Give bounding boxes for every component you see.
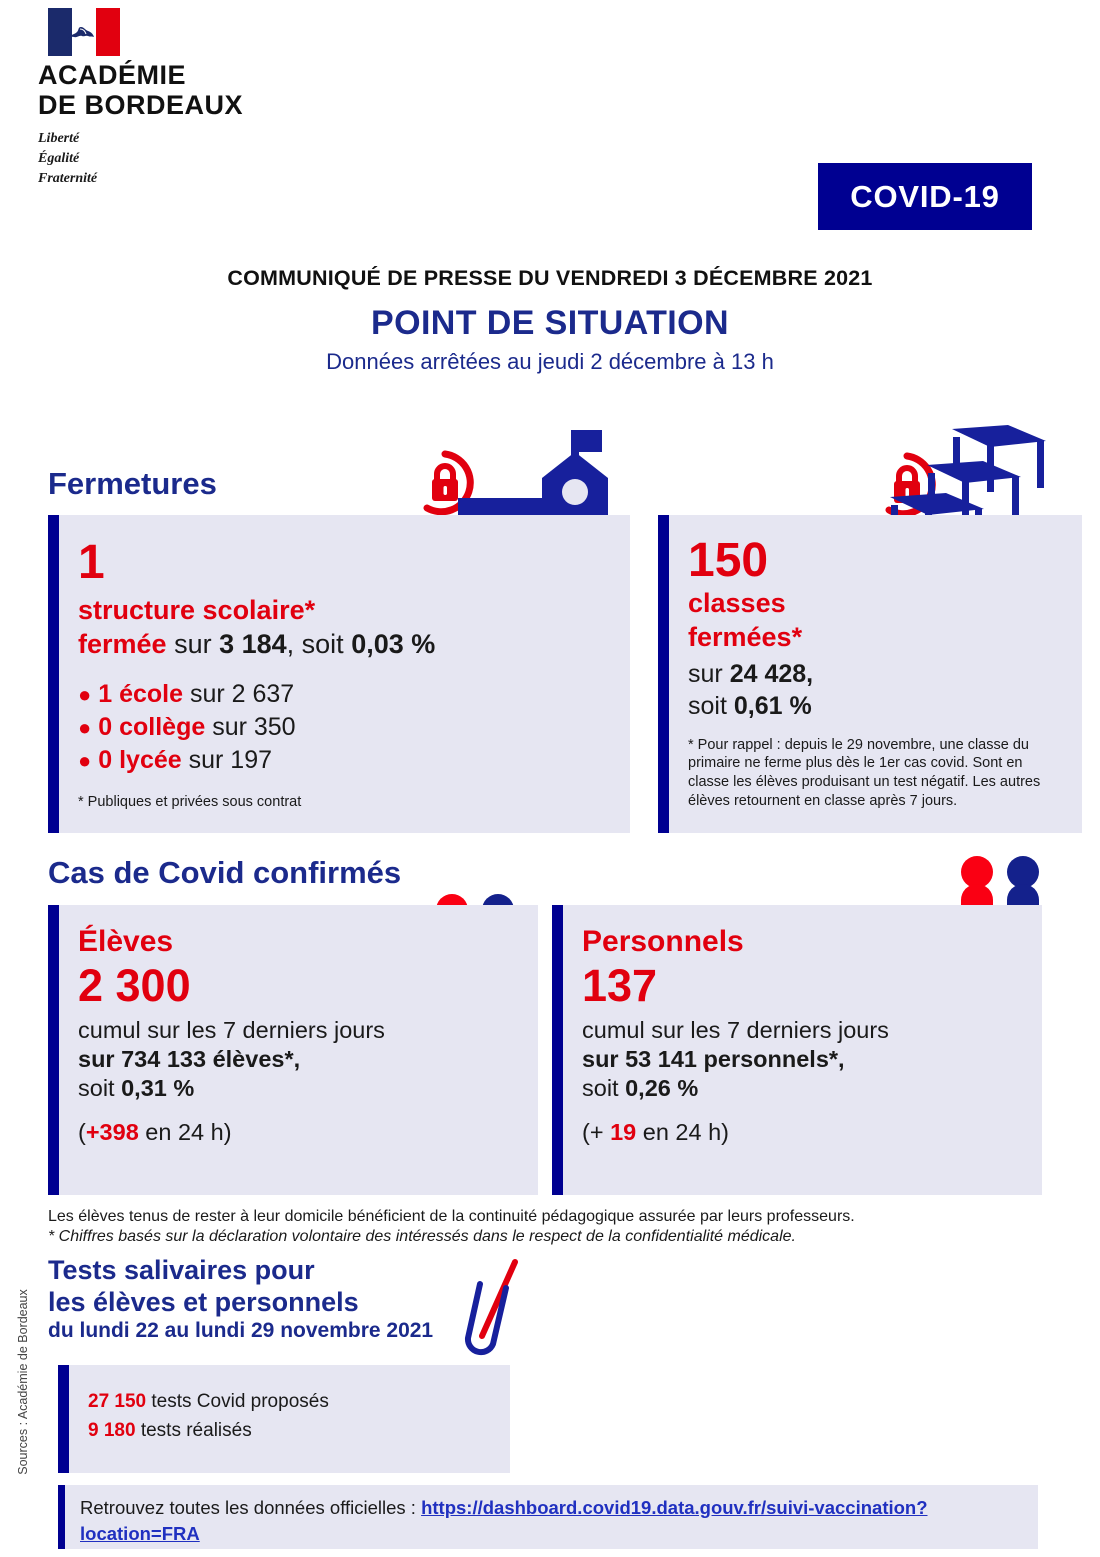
section-heading-cas-covid: Cas de Covid confirmés: [48, 855, 402, 890]
eleves-case-count: 2 300: [78, 960, 191, 1011]
tests-heading-line2: les élèves et personnels: [48, 1286, 359, 1317]
eleves-title: Élèves: [78, 925, 174, 958]
structures-soit-word: , soit: [286, 629, 352, 660]
list-item: [88, 1387, 498, 1416]
eleves-sur-word: sur: [78, 1046, 122, 1073]
list-item: [78, 744, 618, 777]
breakdown-count: 1 école: [98, 679, 184, 708]
classes-sur-word: sur: [688, 659, 730, 688]
structures-closed-count: 1: [78, 536, 105, 589]
classes-label-line2: fermées*: [688, 621, 803, 652]
personnels-sur-word: sur: [582, 1046, 626, 1073]
list-item: [88, 1416, 498, 1445]
section-heading-tests-salivaires: [48, 1255, 433, 1343]
card-accent-bar: [48, 515, 59, 833]
card-tests-salivaires: [58, 1365, 510, 1473]
footer-text: [80, 1495, 1038, 1548]
classes-footnote: * Pour rappel : depuis le 29 novembre, une classe du primaire ne ferme plus dès le 1er cas covid. Sont en classe les élèves produisant un test négatif. Les autres élèves retournent en classe après 7 jours.: [688, 736, 1041, 810]
tests-proposed-count: 27 150: [88, 1391, 147, 1412]
title-block: [0, 266, 1100, 375]
breakdown-total: sur 2 637: [183, 679, 295, 708]
footnote-declaration: * Chiffres basés sur la déclaration volontaire des intéressés dans le respect de la confidentialité médicale.: [48, 1228, 796, 1245]
motto-egalite: Égalité: [38, 151, 80, 167]
tests-done-label: tests réalisés: [135, 1420, 252, 1442]
delta-suffix: en 24 h): [138, 1119, 232, 1146]
eleves-soit-word: soit: [78, 1075, 122, 1102]
breakdown-total: sur 350: [205, 712, 296, 741]
breakdown-count: 0 lycée: [98, 746, 182, 775]
official-data-footer: [58, 1485, 1038, 1549]
breakdown-count: 0 collège: [98, 712, 206, 741]
republique-francaise-logo: [38, 8, 338, 189]
classes-soit-word: soit: [688, 691, 734, 720]
sources-label: Sources : Académie de Bordeaux: [16, 1289, 30, 1475]
structures-fermee-word: fermée: [78, 629, 167, 660]
card-accent-bar: [58, 1365, 69, 1473]
delta-suffix: en 24 h): [636, 1119, 729, 1146]
academy-name-line1: ACADÉMIE: [38, 60, 187, 90]
bullet-icon: ●: [78, 714, 92, 740]
structures-footnote: * Publiques et privées sous contrat: [78, 794, 302, 811]
card-accent-bar: [658, 515, 669, 833]
footnote-continuity: Les élèves tenus de rester à leur domicile bénéficient de la continuité pédagogique assurée par leurs professeurs.: [48, 1208, 855, 1225]
french-flag-icon: [48, 8, 120, 56]
tests-rows: [88, 1365, 498, 1446]
page-title: POINT DE SITUATION: [371, 304, 729, 342]
card-cas-personnels: [552, 905, 1042, 1195]
classes-closed-count: 150: [688, 534, 769, 587]
delta-open-paren: (: [78, 1119, 86, 1146]
classes-label-line1: classes: [688, 588, 786, 618]
list-item: [78, 711, 618, 744]
card-structures-fermees: [48, 515, 630, 833]
eleves-rate: [78, 1075, 526, 1102]
tests-proposed-label: tests Covid proposés: [146, 1391, 329, 1412]
cas-footnotes: [48, 1208, 1048, 1246]
personnels-percentage: 0,26 %: [625, 1075, 699, 1102]
personnels-period-label: cumul sur les 7 derniers jours: [582, 1017, 889, 1044]
structures-label-red: structure scolaire*: [78, 595, 316, 625]
card-accent-bar: [48, 905, 59, 1195]
data-cutoff-subtitle: Données arrêtées au jeudi 2 décembre à 13 h: [326, 349, 774, 374]
covid-19-badge: COVID-19: [818, 163, 1032, 230]
personnels-delta-value: 19: [610, 1119, 637, 1146]
personnels-soit-word: soit: [582, 1075, 626, 1102]
card-classes-fermees: [658, 515, 1082, 833]
press-release-date: COMMUNIQUÉ DE PRESSE DU VENDREDI 3 DÉCEMBRE 2021: [227, 266, 873, 290]
structures-breakdown-list: [78, 678, 618, 778]
paperclip-icon: [458, 1258, 538, 1368]
footer-intro: Retrouvez toutes les données officielles :: [80, 1497, 422, 1518]
tests-done-count: 9 180: [88, 1420, 136, 1442]
eleves-population: [78, 1046, 526, 1073]
academy-name-line2: DE BORDEAUX: [38, 90, 244, 121]
classes-label: [688, 587, 1070, 655]
eleves-delta-24h: [78, 1119, 526, 1146]
classes-totals: [688, 658, 1070, 722]
structures-sur-word: sur: [166, 629, 220, 660]
classes-total: 24 428,: [729, 659, 814, 688]
tests-heading-line1: Tests salivaires pour: [48, 1255, 315, 1285]
tests-period: du lundi 22 au lundi 29 novembre 2021: [48, 1319, 434, 1343]
motto-liberte: Liberté: [38, 131, 80, 147]
personnels-total: 53 141 personnels*,: [625, 1046, 845, 1073]
list-item: [78, 678, 618, 711]
classes-percentage: 0,61 %: [733, 691, 812, 720]
structures-total: 3 184: [219, 629, 287, 660]
flag-red-band: [96, 8, 120, 56]
eleves-total: 734 133 élèves*,: [121, 1046, 301, 1073]
dashboard-link[interactable]: https://dashboard.covid19.data.gouv.fr/suivi-vaccination?location=FRA: [80, 1497, 928, 1545]
footer-accent-bar: [58, 1485, 65, 1549]
delta-open-paren: (+: [582, 1119, 611, 1146]
academy-name: [38, 60, 338, 120]
eleves-delta-value: +398: [85, 1119, 139, 1146]
structures-percentage: 0,03 %: [351, 629, 436, 660]
structures-label: [78, 593, 618, 662]
eleves-percentage: 0,31 %: [121, 1075, 195, 1102]
personnels-population: [582, 1046, 1030, 1073]
card-accent-bar: [552, 905, 563, 1195]
marianne-icon: [64, 22, 98, 44]
bullet-icon: ●: [78, 748, 92, 774]
personnels-case-count: 137: [582, 960, 658, 1011]
motto-fraternite: Fraternité: [38, 171, 98, 187]
personnels-title: Personnels: [582, 925, 744, 958]
personnels-rate: [582, 1075, 1030, 1102]
eleves-period-label: cumul sur les 7 derniers jours: [78, 1017, 385, 1044]
personnels-delta-24h: [582, 1119, 1030, 1146]
card-cas-eleves: [48, 905, 538, 1195]
section-heading-fermetures: Fermetures: [48, 466, 217, 501]
bullet-icon: ●: [78, 681, 92, 707]
republic-motto: [38, 129, 338, 189]
breakdown-total: sur 197: [181, 746, 273, 775]
